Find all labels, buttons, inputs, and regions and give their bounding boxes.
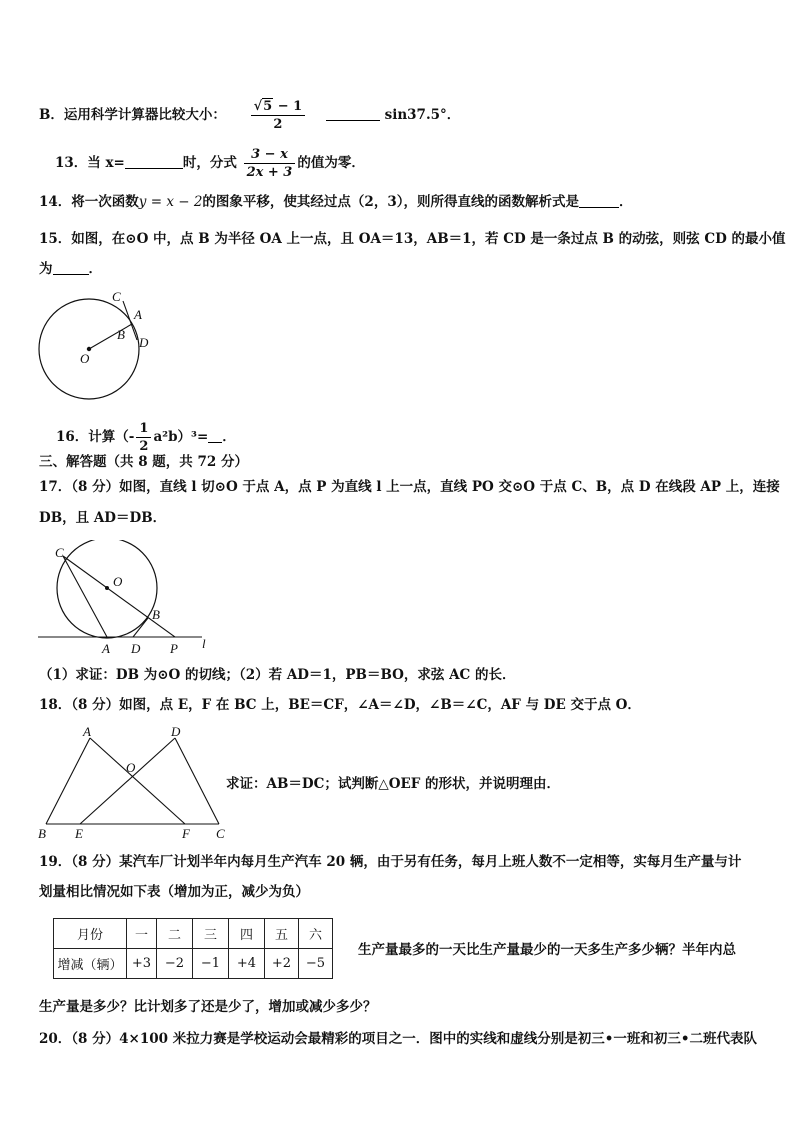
q18-segment-AF <box>90 738 185 824</box>
q17-line2: DB，且 AD＝DB． <box>39 510 167 526</box>
q20-line1: 20．（8 分）4×100 米拉力赛是学校运动会最精彩的项目之一．图中的实线和虚线分别是初三•一班和初三•二班代表队 <box>39 1031 757 1047</box>
q18-side-DC <box>175 738 219 824</box>
q12b-answer-blank <box>326 106 380 121</box>
q18-line1: 18．（8 分）如图，点 E，F 在 BC 上，BE＝CF，∠A＝∠D，∠B＝∠C，AF 与 DE 交于点 O． <box>39 697 641 713</box>
q15-line2 <box>39 260 102 278</box>
q13-suffix: 的值为零． <box>297 155 365 171</box>
q16-fraction <box>136 420 151 455</box>
q19-value-cell: +2 <box>265 949 299 979</box>
q12b-fraction: $\frac{√5 - 1}{2}$ <box>251 98 306 133</box>
q15-label-D: D <box>139 335 149 350</box>
q19-value-cell: +4 <box>229 949 265 979</box>
q12b-num-rest: − 1 <box>273 99 303 114</box>
q19-header-cell: 月份 <box>54 919 127 949</box>
q16-end: ． <box>222 429 236 445</box>
q17-label-C: C <box>55 545 64 560</box>
q15-line1: 15．如图，在⊙O 中，点 B 为半径 OA 上一点，且 OA＝13，AB＝1，若 CD 是一条过点 B 的动弦，则弦 CD 的最小值 <box>39 231 786 247</box>
q18-figure <box>30 722 240 842</box>
q17-label-A: A <box>102 641 110 656</box>
q19-value-cell: −5 <box>299 949 333 979</box>
q16-den: 2 <box>139 439 149 454</box>
q17-segment-DB <box>133 618 148 637</box>
q18-label-C: C <box>216 826 225 841</box>
q15-label-B: B <box>117 327 125 342</box>
q12b-den: 2 <box>273 117 283 132</box>
q15-end: ． <box>88 261 102 277</box>
q18-label-F: F <box>182 826 190 841</box>
q19-value-cell: −1 <box>193 949 229 979</box>
q17-line-PO <box>63 556 175 637</box>
q16-mid: a²b）³= <box>153 429 209 445</box>
q19-header-cell: 二 <box>157 919 193 949</box>
q19-header-cell: 六 <box>299 919 333 949</box>
q15-circle-figure <box>30 285 160 410</box>
q14-suffix: 的图象平移，使其经过点（2，3），则所得直线的函数解析式是 <box>202 194 579 210</box>
q19-header-cell: 五 <box>265 919 299 949</box>
q17-line3: （1）求证：DB 为⊙O 的切线；（2）若 AD＝1，PB＝BO，求弦 AC 的长． <box>39 667 516 683</box>
q17-chord-AC <box>63 556 107 637</box>
q14-formula: y = x − 2 <box>138 194 203 210</box>
q16-prefix: 16．计算（- <box>56 429 135 445</box>
q19-line2: 划量相比情况如下表（增加为正，减少为负） <box>39 884 309 900</box>
q15-answer-blank <box>53 260 89 275</box>
q15-radius-OA <box>89 324 132 349</box>
q15-label-O: O <box>80 351 90 366</box>
q19-table-header-row <box>54 919 333 949</box>
q12b-prefix: B．运用科学计算器比较大小： <box>39 107 226 123</box>
section3-title: 三、解答题（共 8 题，共 72 分） <box>39 454 248 470</box>
q12b-line <box>39 98 460 133</box>
q19-header-cell: 三 <box>193 919 229 949</box>
q19-header-cell: 四 <box>229 919 265 949</box>
q17-figure <box>30 540 220 660</box>
q13-den: 2x + 3 <box>246 165 293 180</box>
q19-header-cell: 一 <box>127 919 157 949</box>
q19-value-cell: −2 <box>157 949 193 979</box>
q15-label-A: A <box>134 307 142 322</box>
q15-line2-text: 为 <box>39 261 53 277</box>
q18-label-A: A <box>83 724 91 739</box>
q17-line1: 17．（8 分）如图，直线 l 切⊙O 于点 A，点 P 为直线 l 上一点，直线 PO 交⊙O 于点 C、B，点 D 在线段 AP 上，连接 <box>39 479 780 495</box>
q14-prefix: 14．将一次函数 <box>39 194 139 210</box>
q13-fraction <box>244 146 296 181</box>
q17-label-O: O <box>113 574 123 589</box>
q17-label-B: B <box>152 607 160 622</box>
q13-answer-blank <box>125 154 183 169</box>
q18-label-E: E <box>75 826 83 841</box>
q16-answer-blank <box>208 428 222 443</box>
q12b-suffix: sin37.5°． <box>384 107 461 123</box>
q12b-root: 5 <box>263 99 273 114</box>
q16-num: 1 <box>136 420 151 438</box>
q18-segment-DE <box>80 738 175 824</box>
q14-answer-blank <box>579 193 619 208</box>
q15-label-C: C <box>112 289 121 304</box>
q18-label-O: O <box>126 760 136 775</box>
q19-line3: 生产量是多少？比计划多了还是少了，增加或减少多少？ <box>39 999 377 1015</box>
q19-value-cell: +3 <box>127 949 157 979</box>
q16-line <box>56 420 236 455</box>
q18-label-D: D <box>171 724 181 739</box>
q14-line <box>39 193 632 211</box>
q14-end: ． <box>618 194 633 210</box>
q17-label-D: D <box>131 641 141 656</box>
q17-label-l: l <box>202 636 206 651</box>
q19-table-value-row <box>54 949 333 979</box>
q19-line1: 19．（8 分）某汽车厂计划半年内每月生产汽车 20 辆，由于另有任务，每月上班人数不一定相等，实每月生产量与计 <box>39 854 742 870</box>
q18-side-text: 求证：AB＝DC；试判断△OEF 的形状，并说明理由． <box>226 776 561 792</box>
q13-mid: 时，分式 <box>182 155 237 171</box>
q13-line <box>55 146 365 181</box>
q18-side-AB <box>46 738 90 824</box>
q19-row-label: 增减（辆） <box>54 949 127 979</box>
q17-label-P: P <box>170 641 178 656</box>
q19-side-text: 生产量最多的一天比生产量最少的一天多生产多少辆？半年内总 <box>358 942 736 958</box>
q19-table <box>53 918 333 979</box>
q13-prefix: 13．当 x= <box>55 155 125 171</box>
q13-num: 3 − x <box>244 146 296 164</box>
q18-label-B: B <box>38 826 46 841</box>
